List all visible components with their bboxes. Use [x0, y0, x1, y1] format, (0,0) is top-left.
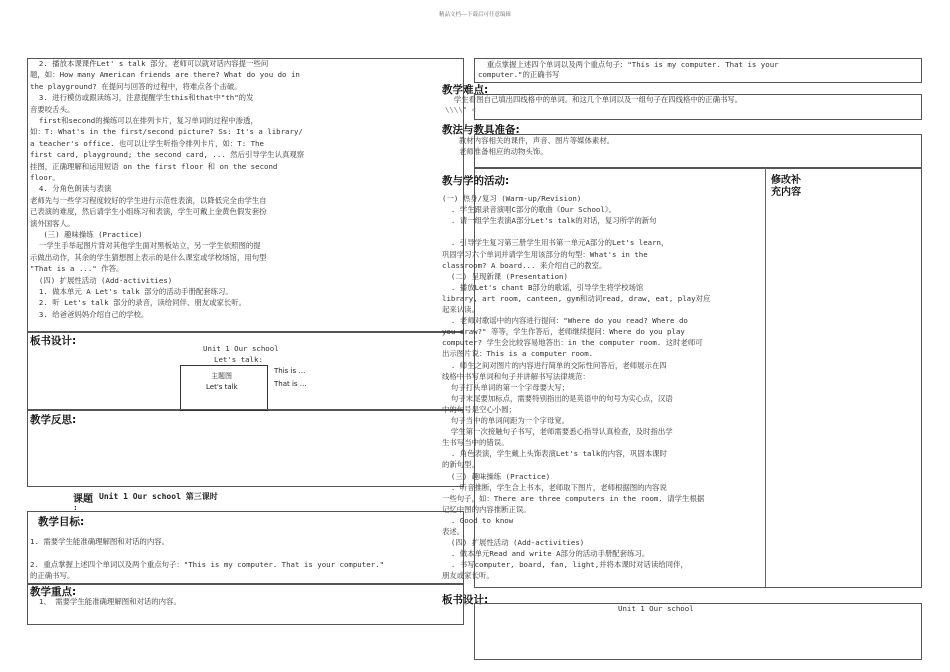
activity-text-line: . 听音推断，学生合上书本，老师取下图片，老师根据图的内容说 — [442, 482, 667, 492]
left-text-line: 2. 听 Let's talk 部分的录音，读给同伴、朋友或家长听。 — [30, 298, 247, 308]
activity-text-line: 学生第一次接触句子书写，老师需要悉心指导认真检查，及时指出学 — [442, 427, 673, 437]
methods-line1: 教材内容相关的课件，声音、图片等媒体素材。 — [450, 136, 615, 145]
activity-text-line: (三) 趣味操练 (Practice) — [442, 471, 551, 481]
left-text-line: 演外国客人。 — [30, 218, 75, 228]
left-text-line: floor。 — [30, 173, 60, 182]
difficulties-line2: \\\\" « — [445, 105, 477, 114]
bottom-board-heading: 板书设计: — [442, 594, 489, 606]
left-text-line: 题，如：How many American friends are there? What do you do in — [30, 70, 300, 80]
activity-text-line: . 学生跟录音演唱C部分的歌曲《Our School》。 — [442, 205, 616, 215]
activity-text-line: 句子打头单词的第一个字母要大写； — [442, 382, 570, 392]
board-lets-talk: Let's talk: — [214, 355, 263, 364]
activity-text-line: . 角色表演，学生戴上头饰表演Let's talk的内容，巩固本课时 — [442, 449, 667, 459]
activities-side-heading-2: 充内容 — [771, 187, 801, 198]
left-text-line: 1. 做本单元 A Let's talk 部分的活动手册配套练习。 — [30, 287, 233, 296]
left-text-line: 3. 给爸爸妈妈介绍自己的学校。 — [30, 309, 149, 319]
objectives-box — [27, 511, 464, 585]
activity-text-line: (一) 热身/复习 (Warm-up/Revision) — [442, 194, 582, 203]
activity-text-line: 朋友或家长听。 — [442, 571, 494, 581]
objectives-line2a: 2. 重点掌握上述四个单词以及两个重点句子："This is my computer. That is your computer." — [30, 560, 385, 569]
activity-text-line: (四) 扩展性活动 (Add-activities) — [442, 538, 585, 548]
activity-text-line: 句子末尾要加标点，需要特别指出的是英语中的句号为实心点，汉语 — [442, 393, 673, 403]
left-text-line: 音要咬舌头。 — [30, 104, 75, 114]
activity-text-line: 句子当中的单词间距为一个字母宽。 — [442, 416, 570, 425]
right-top-line1: 重点掌握上述四个单词以及两个重点句子："This is my computer. That is your — [478, 60, 779, 69]
reflection-heading: 教学反思: — [30, 414, 77, 426]
activity-text-line: . 引导学生复习第三册学生用书第一单元A部分的Let's learn， — [442, 238, 669, 248]
activity-text-line: 巩固学习六个单词并请学生用该部分的句型：What's in the — [442, 249, 648, 259]
activity-text-line: . 播放Let's chant B部分的歌谣，引导学生将学校场馆 — [442, 282, 644, 292]
activity-text-line: 出示图片说：This is a computer room. — [442, 349, 594, 359]
bottom-board-unit-title: Unit 1 Our school — [618, 604, 694, 613]
lesson-colon: : — [73, 503, 78, 512]
activity-text-line: . Good to know — [442, 515, 514, 525]
left-text-line: 4. 分角色朗读与表演 — [30, 184, 112, 194]
activity-text-line: . 老师对歌谣中的内容进行提问："Where do you read? Where do — [442, 316, 688, 326]
activity-text-line: 一些句子，如：There are three computers in the room. 请学生根据 — [442, 493, 705, 503]
activity-text-line: 表述。 — [442, 527, 465, 536]
left-text-line: 3. 进行模仿或跟读练习，注意提醒学生this和that中"th"的发 — [30, 93, 254, 103]
key-points-line1: 1、 需要学生能准确理解图和对话的内容。 — [30, 597, 181, 606]
activity-text-line: you draw?" 等等，学生作答后，老师继续提问：Where do you play — [442, 327, 685, 337]
activities-divider — [765, 167, 766, 587]
board-design-heading: 板书设计: — [30, 335, 77, 347]
activity-text-line: . 请一组学生表演A部分Let's talk的对话，复习所学的新句 — [442, 216, 657, 226]
activity-text-line: 中的句号是空心小圆； — [442, 404, 516, 414]
activity-text-line: 记忆中图的内容推断正误。 — [442, 504, 531, 514]
board-right-line1: This is … — [274, 367, 306, 375]
activity-text-line: . 师生之间对图片的内容进行简单的交际性问答后，老师展示在四 — [442, 360, 667, 370]
board-unit-title: Unit 1 Our school — [203, 344, 279, 353]
key-points-heading: 教学重点: — [30, 586, 77, 598]
left-text-line: 示做出动作，其余的学生猜想图上表示的是什么课室或学校场馆，用句型 — [30, 252, 267, 262]
left-text-line: (三) 趣味操练 (Practice) — [30, 230, 143, 239]
board-box-line1: 主题图 — [211, 372, 232, 380]
objectives-line2b: 的正确书写。 — [30, 571, 75, 580]
activity-text-line: (二) 呈现新课 (Presentation) — [442, 271, 568, 281]
left-text-line: 一学生手举起图片背对其他学生面对黑板站立，另一学生依照图的提 — [30, 241, 261, 251]
left-text-line: first card, playground; the second card, ... 然后引导学生认真观察 — [30, 150, 305, 160]
left-text-line: first和second的操练可以在排列卡片，复习单词的过程中渗透， — [30, 116, 258, 125]
activity-text-line: . 书写computer, board, fan, light,并将本课时对话读给同伴， — [442, 560, 688, 570]
left-text-line: 己表演的难度，然后请学生小组练习和表演，学生可戴上金黄色假发套扮 — [30, 207, 267, 217]
reflection-box — [27, 409, 464, 487]
activity-text-line: 线格中书写单词和句子并讲解书写法律规范： — [442, 371, 590, 381]
activity-text-line: 的新句型。 — [442, 460, 479, 470]
activities-heading: 教与学的活动: — [442, 175, 510, 187]
activity-text-line: 起来认读。 — [442, 305, 479, 314]
board-right-line2: That is … — [274, 380, 307, 388]
difficulties-heading: 教学难点: — [442, 84, 489, 96]
left-text-line: (四) 扩展性活动 (Add-activities) — [30, 275, 173, 285]
left-text-line: the playground? 在提问与回答的过程中，将难点各个击破。 — [30, 81, 242, 91]
right-top-line2: computer."的正确书写 — [478, 70, 560, 79]
activity-text-line: library, art room, canteen, gym和动词read, draw, eat, play对应 — [442, 293, 711, 303]
left-text-line: a teacher's office. 也可以让学生听指令排列卡片，如：T: The — [30, 138, 264, 148]
activity-text-line: 生书写当中的错误。 — [442, 438, 509, 448]
activities-side-heading-1: 修改补 — [771, 175, 801, 186]
activity-text-line: . 做本单元Read and write A部分的活动手册配套练习。 — [442, 549, 650, 559]
lesson-title: Unit 1 Our school 第三课时 — [99, 492, 218, 501]
left-text-line: 2. 播放本课课件Let' s talk 部分。老师可以就对话内容提一些问 — [30, 59, 269, 68]
activity-text-line: classroom? A board... 来介绍自己的教室。 — [442, 260, 607, 270]
objectives-line1: 1. 需要学生能准确理解图和对话的内容。 — [30, 537, 169, 546]
left-text-line: 老师先与一些学习程度较好的学生进行示范性表演，以降低完全由学生自 — [30, 195, 267, 205]
difficulties-line1: 学生看图自己填出四线格中的单词。和这几个单词以及一组句子在四线格中的正确书写。 — [445, 95, 743, 104]
methods-heading: 教法与教具准备: — [442, 124, 520, 136]
lesson-label: 课题 — [73, 494, 93, 505]
left-text-line: 如：T: What's in the first/second picture? Ss: It's a library/ — [30, 127, 303, 137]
left-text-line: "That is a ..." 作答。 — [30, 264, 124, 274]
left-text-line: 挂图，正确理解和运用短语 on the first floor 和 on the second — [30, 161, 278, 171]
board-box-line2: Let's talk — [206, 383, 238, 391]
activity-text-line: computer? 学生会比较容易地答出：in the computer room. 这时老师可 — [442, 338, 703, 348]
methods-line2: 老师准备相应的动物头饰。 — [450, 147, 548, 156]
bottom-board-box — [474, 603, 922, 660]
page-header: 精品文档---下载后可任意编辑 — [439, 12, 511, 18]
objectives-heading: 教学目标: — [38, 516, 85, 528]
